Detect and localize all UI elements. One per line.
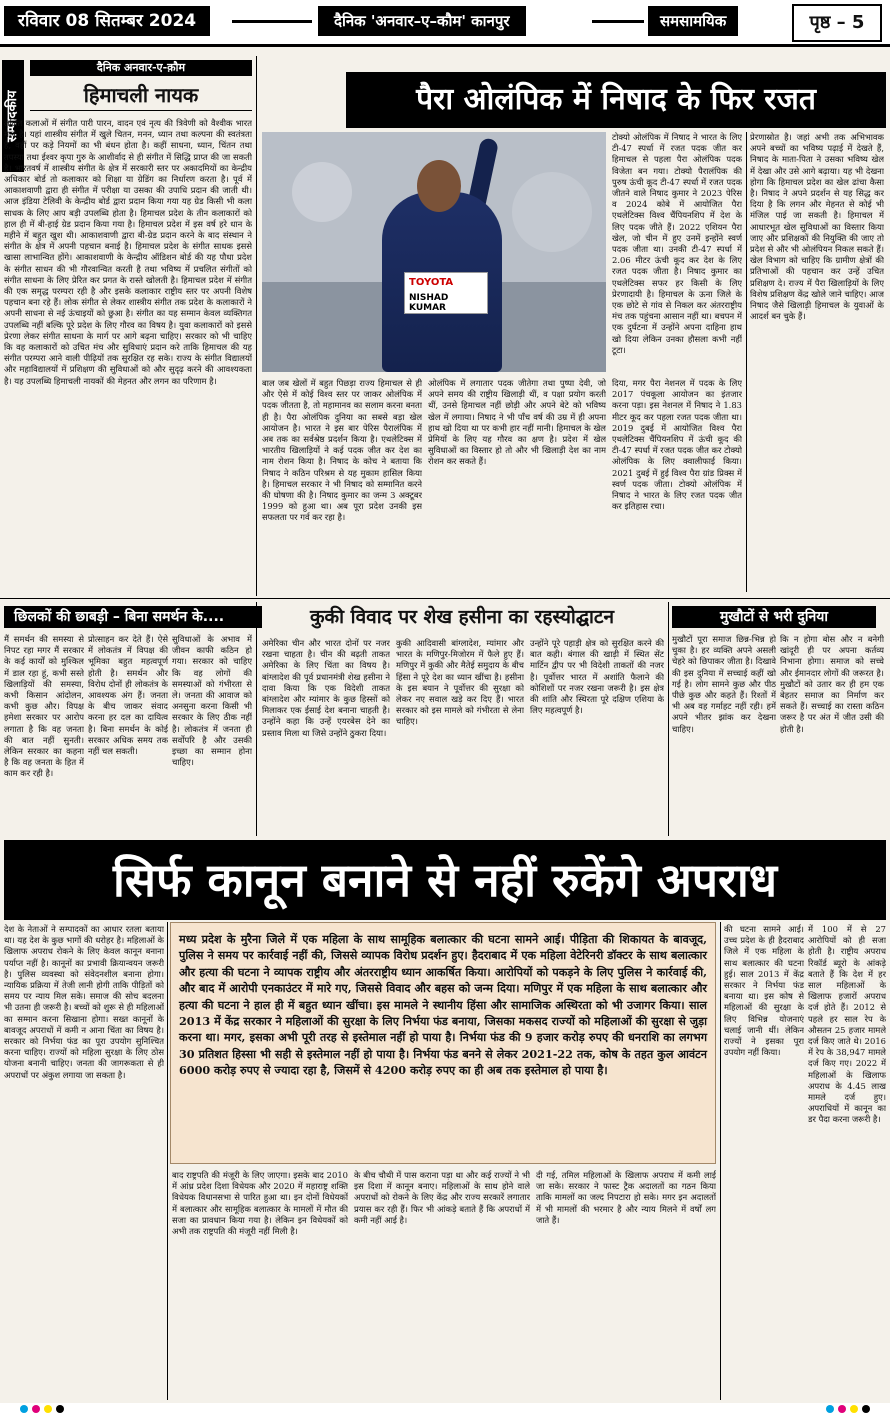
magenta-dot [32, 1405, 40, 1413]
cyan-dot [826, 1405, 834, 1413]
editorial-paper-name: दैनिक अनवार-ए-क़ौम [30, 60, 252, 76]
story4-headline: मुखौटों से भरी दुनिया [672, 606, 876, 628]
lead-column-1: टोक्यो ओलंपिक में निषाद ने भारत के लिए टी-47 स्पर्धा में रजत पदक जीत कर हिमाचल से पहला पैरा ओलंपिक पदक विजेता बन गया। टोक्यो पैरालंपिक की पुरुष ऊंची कूद टी-47 स्पर्धा में रजत पदक जीतने वाले निषाद कुमार ने 2023 पेरिस व 2024 कोबे में आयोजित पैरा एथलेटिक्स विश्व चैंपियनशिप में देश के लिए पदक जीते हैं। 2022 एशियन पैरा खेल, जो चीन में हुए उनमें इन्होंने स्वर्ण पदक जीता था। उनकी टी-47 स्पर्धा में 2.06 मीटर ऊंची कूद कर देश के लिए रजत पदक जीता है। निषाद कुमार का एथलेटिक्स सफर हर किसी के लिए प्रेरणादायी है। हिमाचल के ऊना जिले के एक छोटे से गांव से निकल कर अंतरराष्ट्रीय मंच तक पहुंचना आसान नहीं था। बचपन में एक दुर्घटना में उन्होंने अपना दाहिना हाथ खो दिया लेकिन उनका हौसला कभी नहीं टूटा। [612, 132, 742, 355]
athlete-head [417, 160, 461, 212]
lead-column-3: ओलंपिक में लगातार पदक जीतेगा तथा पुष्पा देवी, जो अपने समय की राष्ट्रीय खिलाड़ी थीं, व पक्षा प्रयोग करती थीं, उनसे हिमाचल नहीं छोड़ी और अपने बेटे को भविष्य खेल में लगाया। निषाद ने भी पाँच वर्ष की उम्र में ही अपना हाथ खो दिया था पर कभी हार नहीं मानी। हिमाचल के खेल प्रेमियों के लिए यह गौरव का क्षण है। प्रदेश में खेल सुविधाओं का विस्तार हो तो और भी खिलाड़ी देश का नाम रोशन कर सकते हैं। [428, 378, 606, 467]
cyan-dot [20, 1405, 28, 1413]
bottom-column-mid-2: के बीच चौथी में पास कराना पड़ा था और कई राज्यों ने भी इस दिशा में कानून बनाए। महिलाओं के साथ होने वाले अपराधों को रोकने के लिए केंद्र और राज्य सरकारें लगातार प्रयास कर रही हैं। फिर भी आंकड़े बताते हैं कि अपराधों में कमी नहीं आई है। [354, 1170, 530, 1225]
story3-column-1: अमेरिका चीन और भारत दोनों पर नजर रखना चाहता है। चीन की बढ़ती ताकत अमेरिका के लिए चिंता का विषय है। बांग्लादेश की पूर्व प्रधानमंत्री शेख हसीना ने दावा किया कि एक विदेशी ताकत बांग्लादेश और म्यांमार के कुछ हिस्सों को मिलाकर एक ईसाई देश बनाना चाहती है। उन्होंने कहा कि उन्हें एयरबेस देने का प्रस्ताव मिला था जिसे उन्होंने ठुकरा दिया। [262, 638, 390, 738]
lead-column-2: बाल जब खेलों में बहुत पिछड़ा राज्य हिमाचल से ही और ऐसे में कोई विश्व स्तर पर जाकर ओलंपिक में पदक जीतता है, तो महामानव का सलाम करना बनता ही है। पैरा ओलंपिक दुनिया का सबसे बड़ा खेल आयोजन है। भारत ने इस बार पेरिस पैरालंपिक में अब तक का सर्वश्रेष्ठ प्रदर्शन किया है। एथलेटिक्स में भारतीय खिलाड़ियों ने कई पदक जीत कर देश का नाम रोशन किया है। निषाद के कोच ने बताया कि निषाद ने कठिन परिश्रम से यह मुकाम हासिल किया है। हिमाचल सरकार ने भी निषाद को सम्मानित करने की घोषणा की है। निषाद कुमार का जन्म 3 अक्टूबर 1999 को हुआ था। अब पूरा प्रदेश उनकी इस सफलता पर गर्व कर रहा है। [262, 378, 422, 523]
bottom-banner-headline: सिर्फ कानून बनाने से नहीं रुकेंगे अपराध [4, 840, 886, 920]
black-dot [862, 1405, 870, 1413]
story3-column-3: उन्होंने पूरे पहाड़ी क्षेत्र को सुरक्षित करने की बात कही। बंगाल की खाड़ी में स्थित सेंट मार्टिन द्वीप पर भी विदेशी ताकतों की नजर है। पूर्वोत्तर भारत में अशांति फैलाने की कोशिशों पर नजर रखना जरूरी है। इस क्षेत्र की शांति और स्थिरता पूरे दक्षिण एशिया के लिए महत्वपूर्ण है। [530, 638, 664, 716]
issue-date: रविवार 08 सितम्बर 2024 [4, 6, 210, 36]
lead-column-5: प्रेरणास्रोत है। जहां अभी तक अभिभावक अपने बच्चों का भविष्य पढ़ाई में देखते हैं, निषाद के माता-पिता ने उसका भविष्य खेल में देखा और उसे आगे बढ़ाया। यह भी देखना होगा कि हिमाचल प्रदेश का खेल ढांचा कैसा है। निषाद ने अपने प्रदर्शन से यह सिद्ध कर दिया है कि लगन और मेहनत से कोई भी मंजिल पाई जा सकती है। हिमाचल में आधारभूत खेल सुविधाओं का विस्तार किया जाए और प्रशिक्षकों की नियुक्ति की जाए तो प्रदेश से और भी ओलंपियन निकल सकते हैं। खेल विभाग को चाहिए कि ग्रामीण क्षेत्रों की प्रतिभाओं की पहचान कर उन्हें उचित प्रशिक्षण दे। राज्य में पैरा खिलाड़ियों के लिए विशेष प्रशिक्षण केंद्र खोले जाने चाहिए। आज निषाद जैसे खिलाड़ी हिमाचल के युवाओं के आदर्श बन चुके हैं। [750, 132, 884, 322]
story3-column-2: कुकी आदिवासी बांग्लादेश, म्यांमार और भारत के मणिपुर-मिजोरम में फैले हुए हैं। मणिपुर में कुकी और मैतेई समुदाय के बीच हिंसा ने पूरे देश का ध्यान खींचा है। हसीना के इस बयान ने पूर्वोत्तर की सुरक्षा को लेकर नए सवाल खड़े कर दिए हैं। भारत सरकार को इस मामले को गंभीरता से लेना चाहिए। [396, 638, 524, 727]
bottom-column-left: देश के नेताओं ने सम्पादकों का आधार रतला बताया था। यह देश के कुछ भागों की धरोहर है। महिलाओं के खिलाफ अपराध रोकने के लिए केवल कानून बनाना पर्याप्त नहीं है। कानूनों का प्रभावी क्रियान्वयन जरूरी है। पुलिस व्यवस्था को संवेदनशील बनाना होगा। न्यायिक प्रक्रिया में तेजी लानी होगी ताकि पीड़ितों को समय पर न्याय मिल सके। समाज की सोच बदलना भी उतना ही जरूरी है। बच्चों को शुरू से ही महिलाओं का सम्मान करना सिखाना होगा। सख्त कानूनों के बावजूद अपराधों में कमी न आना चिंता का विषय है। सरकार को निर्भया फंड का पूरा उपयोग सुनिश्चित करना चाहिए। राज्यों को महिला सुरक्षा के लिए ठोस योजना बनानी चाहिए। जनता की जागरूकता से ही अपराधों पर अंकुश लगाया जा सकता है। [4, 924, 164, 1080]
section-name: समसामयिक [648, 6, 738, 36]
column-divider [167, 922, 168, 1400]
yellow-dot [44, 1405, 52, 1413]
athlete-photo [262, 132, 606, 372]
race-bib [404, 272, 488, 314]
bottom-column-mid-1: बाद राष्ट्रपति की मंजूरी के लिए जाएगा। इसके बाद 2010 में आंध्र प्रदेश दिशा विधेयक और 2020 में महाराष्ट्र शक्ति विधेयक विधानसभा से पारित हुआ था। इन दोनों विधेयकों में बलात्कार और सामूहिक बलात्कार के मामलों में मौत की सजा का प्रावधान किया गया है। लेकिन इन विधेयकों को अभी तक राष्ट्रपति की मंजूरी नहीं मिली है। [172, 1170, 348, 1237]
story3-headline: कुकी विवाद पर शेख हसीना का रहस्योद्घाटन [309, 606, 615, 628]
story4-column-2: कि न होगा बोस और न बनेगी खांदूरी ही पर अपना कर्तव्य निभाना होगा। समाज को सच्चे और ईमानदार लोगों की जरूरत है। मुखौटों को उतार कर ही हम एक बेहतर समाज का निर्माण कर सकते हैं। सच्चाई का रास्ता कठिन जरूर है पर अंत में जीत उसी की होती है। [780, 634, 884, 734]
bib-sponsor: TOYOTA [409, 277, 454, 288]
black-dot [56, 1405, 64, 1413]
story4-column-1: मुखौटों पूरा समाज छिन्न-भिन्न हो चुका है। हर व्यक्ति अपने असली चेहरे को छिपाकर जीता है। दिखावे की इस दुनिया में सच्चाई कहीं खो गई है। लोग सामने कुछ और पीठ पीछे कुछ और कहते हैं। रिश्तों में भी अब वह गर्माहट नहीं रही। हमें अपने भीतर झांक कर देखना चाहिए। [672, 634, 776, 734]
bottom-column-mid-3: दी गई, तमिल महिलाओं के खिलाफ अपराध में कमी लाई जा सके। सरकार ने फास्ट ट्रैक अदालतों का गठन किया ताकि मामलों का जल्द निपटारा हो सके। मगर इन अदालतों में भी मामलों की भरमार है और न्याय मिलने में वर्षों लग जाते हैं। [536, 1170, 716, 1225]
editorial-title: हिमाचली नायक [30, 80, 252, 111]
bottom-column-right-2: में 100 में से 27 आरोपियों को ही सजा होती है। राष्ट्रीय अपराध रिकॉर्ड ब्यूरो के आंकड़े बताते हैं कि देश में हर साल महिलाओं के खिलाफ हजारों अपराध दर्ज होते हैं। 2012 से पहले हर साल रेप के औसतन 25 हजार मामले दर्ज किए जाते थे। 2016 में रेप के 38,947 मामले दर्ज किए गए। 2022 में महिलाओं के खिलाफ अपराध के 4.45 लाख मामले दर्ज हुए। अपराधियों में कानून का डर पैदा करना जरूरी है। [808, 924, 886, 1125]
lead-headline: पैरा ओलंपिक में निषाद के फिर रजत [346, 72, 886, 128]
page-number: पृष्ठ – 5 [792, 4, 882, 42]
editorial-label: सम्पादकीय [2, 60, 24, 172]
lead-column-4: दिया, मगर पैरा नेशनल में पदक के लिए 2017 पंचकूला आयोजन का इंतजार करना पड़ा। इस नेशनल में निषाद ने 1.83 मीटर कूद कर पहला रजत पदक जीता था। 2019 दुबई में आयोजित विश्व पैरा एथलेटिक्स चैंपियनशिप में ऊंची कूद की टी-47 स्पर्धा में रजत पदक जीत कर टोक्यो ओलंपिक के लिए क्वालीफाई किया। 2021 दुबई में हुई विश्व पैरा ग्रांड प्रिक्स में स्वर्ण पदक जीता। टोक्यो ओलंपिक में निषाद ने भारत के लिए रजत पदक जीत कर इतिहास रचा। [612, 378, 742, 512]
story2-column-2: प्रोत्साहन कर देते हैं। ऐसे में लोकतंत्र में विपक्ष की भूमिका बहुत महत्वपूर्ण होती है। समर्थन और विरोध दोनों ही लोकतंत्र के आवश्यक अंग हैं। जनता के बीच जाकर संवाद करना हर दल का दायित्व है। बिना समर्थन के कोई सरकार अधिक समय तक नहीं चल सकती। [88, 634, 168, 757]
story2-headline: छिलकों की छाबड़ी – बिना समर्थन के.... [4, 606, 262, 628]
magenta-dot [838, 1405, 846, 1413]
editorial-body: ललित कलाओं में संगीत पारी पारन, वादन एवं नृत्य की त्रिवेणी को वैश्वीक भारत मान है। यहां शास्त्रीय संगीत में खुले चितन, मनन, ध्यान तथा कल्पना की स्वतंत्रता है, वहीं पर कड़े नियमों का भी बंधन होता है। कहीं साधना, ध्यान, चिंतन तथा तपस्या तथा ईश्वर कृपा गुरु के आशीर्वाद से ही संगीत में सिद्धि प्राप्त की जा सकती है। भारतवर्ष में शास्त्रीय संगीत के क्षेत्र में सरकारी स्तर पर अकादमियों का केन्द्रीय अधिकार बोर्ड तो कलाकार को शिक्षा या ग्रेडिंग का निर्धारण करता है। पूर्व में आकाशवाणी द्वारा ही संगीत में परीक्षा या उसका की उपाधि प्रदान की जाती थी। आज इंडिया टेलिवी के केन्द्रीय बोर्ड द्वारा प्रदान किया गया यह ग्रेड किसी भी कला साधक के लिए आप बड़ी उपलब्धि होता है। हिमाचल प्रदेश के तीन कलाकारों को हाल ही में बी-हाई ग्रेड प्रदान किया गया है। हिमाचल प्रदेश में इस वर्ष हरे धान के महीने में बहुत खुश थी। आकाशवाणी द्वारा बी-ग्रेड प्रदान करने के बाद संस्थान ने संगीत के क्षेत्र में अपनी पहचान बनाई है। हिमाचल प्रदेश के संगीत साधक इससे खासा लाभान्वित होंगे। आकाशवाणी के केन्द्रीय ऑडिशन बोर्ड की यह पौधा प्रदेश के संगीत साधन की भी गौरवान्वित करती है तथा भविष्य में प्रचलित संगीतों को संगीत साधना के लिए प्रेरित कर प्रगत के रास्ते खोलती है। हिमाचल प्रदेश में संगीत की एक समृद्ध परम्परा रही है और इसके कलाकार राष्ट्रीय स्तर पर अपनी विशेष पहचान बना रहे हैं। लोक संगीत से लेकर शास्त्रीय संगीत तक प्रदेश के कलाकारों ने अपनी साधना से नई ऊंचाइयों को छुआ है। संगीत का यह सम्मान केवल व्यक्तिगत उपलब्धि नहीं बल्कि पूरे प्रदेश के लिए गौरव का विषय है। युवा कलाकारों को इससे प्रेरणा लेकर संगीत साधना के मार्ग पर आगे बढ़ना चाहिए। सरकार को भी चाहिए कि वह कलाकारों को उचित मंच और सुविधाएं प्रदान करे ताकि हिमाचल की यह संगीत परम्परा आने वाली पीढ़ियों तक सुरक्षित रह सके। राज्य के संगीत विद्यालयों और महाविद्यालयों में प्रशिक्षण की सुविधाओं को और सुदृढ़ करने की आवश्यकता है। यह उपलब्धि हिमाचली नायकों की मेहनत और लगन का परिणाम है। [4, 118, 252, 386]
masthead-rule [592, 20, 644, 23]
story2-column-1: मैं समर्थन की समस्या से निपट रहा मगर मैं सरकार के कई कार्यों को मुश्किल में डाल रहा हूं, कभी सस्ते खिलाड़ियों की समस्या, कभी किसान आंदोलन, कभी कुछ और। विपक्ष हमेशा सरकार पर आरोप लगाता है कि वह जनता की बात नहीं सुनती। लेकिन सरकार का कहना है कि वह जनता के हित में काम कर रही है। [4, 634, 84, 779]
story2-column-3: सुविधाओं के अभाव में जीवन काफी कठिन हो गया। सरकार को चाहिए कि वह लोगों की समस्याओं को गंभीरता से ले। जनता की आवाज को अनसुना करना किसी भी सरकार के लिए ठीक नहीं है। लोकतंत्र में जनता ही सर्वोपरि है और उसकी इच्छा का सम्मान होना चाहिए। [172, 634, 252, 768]
bib-name: NISHAD KUMAR [409, 293, 449, 313]
column-divider [668, 602, 669, 836]
column-divider [256, 602, 257, 836]
column-divider [720, 922, 721, 1400]
column-divider [746, 132, 747, 592]
section-divider [0, 598, 890, 599]
masthead-bar [0, 0, 890, 47]
yellow-dot [850, 1405, 858, 1413]
column-divider [256, 56, 257, 596]
print-registration-strip [0, 1403, 890, 1415]
bottom-column-right-1: की घटना सामने आई। उच्च प्रदेश के ही हैदराबाद जिले में एक महिला के साथ बलात्कार की घटना हुई। साल 2013 में केंद्र सरकार ने निर्भया फंड बनाया था। इस कोष से महिलाओं की सुरक्षा के लिए विभिन्न योजनाएं चलाई जानी थीं। लेकिन राज्यों ने इसका पूरा उपयोग नहीं किया। [724, 924, 804, 1058]
masthead-rule [232, 20, 312, 23]
highlight-excerpt: मध्य प्रदेश के मुरैना जिले में एक महिला के साथ सामूहिक बलात्कार की घटना सामने आई। पीड़िता की शिकायत के बावजूद, पुलिस ने समय पर कार्रवाई नहीं की, जिससे व्यापक विरोध प्रदर्शन हुए। हैदराबाद में एक महिला वेटेरिनरी डॉक्टर के साथ बलात्कार और हत्या की घटना ने व्यापक राष्ट्रीय और अंतरराष्ट्रीय ध्यान आकर्षित किया। आरोपियों को पकड़ने के लिए पुलिस ने कार्रवाई की, और बाद में आरोपी एनकाउंटर में मारे गए, जिससे विवाद और बहस को जन्म दिया। मणिपुर में एक महिला के साथ बलात्कार और हत्या की घटना ने हाल ही में बहुत ध्यान खींचा। इस मामले ने स्थानीय हिंसा और सामाजिक अस्थिरता को भी उजागर किया। साल 2013 में केंद्र सरकार ने महिलाओं की सुरक्षा के लिए निर्भया फंड बनाया, जिसका मकसद राज्यों को महिलाओं की सुरक्षा से जुड़ा करना था। मगर, इसका अभी पूरी तरह से इस्तेमाल नहीं हो पाया है। निर्भया फंड की 9 हजार करोड़ रुपए की धनराशि का लगभग 30 प्रतिशत हिस्सा भी सही से इस्तेमाल नहीं हो पाया है। निर्भया फंड बनने से लेकर 2021-22 तक, कोष के तहत कुल आवंटन 6000 करोड़ रुपए से ज्यादा रहा है, जिसमें से 4200 करोड़ रुपए का ही अब तक इस्तेमाल हो पाया है। [170, 922, 716, 1164]
paper-name: दैनिक 'अनवार–ए–कौम' कानपुर [318, 6, 526, 36]
